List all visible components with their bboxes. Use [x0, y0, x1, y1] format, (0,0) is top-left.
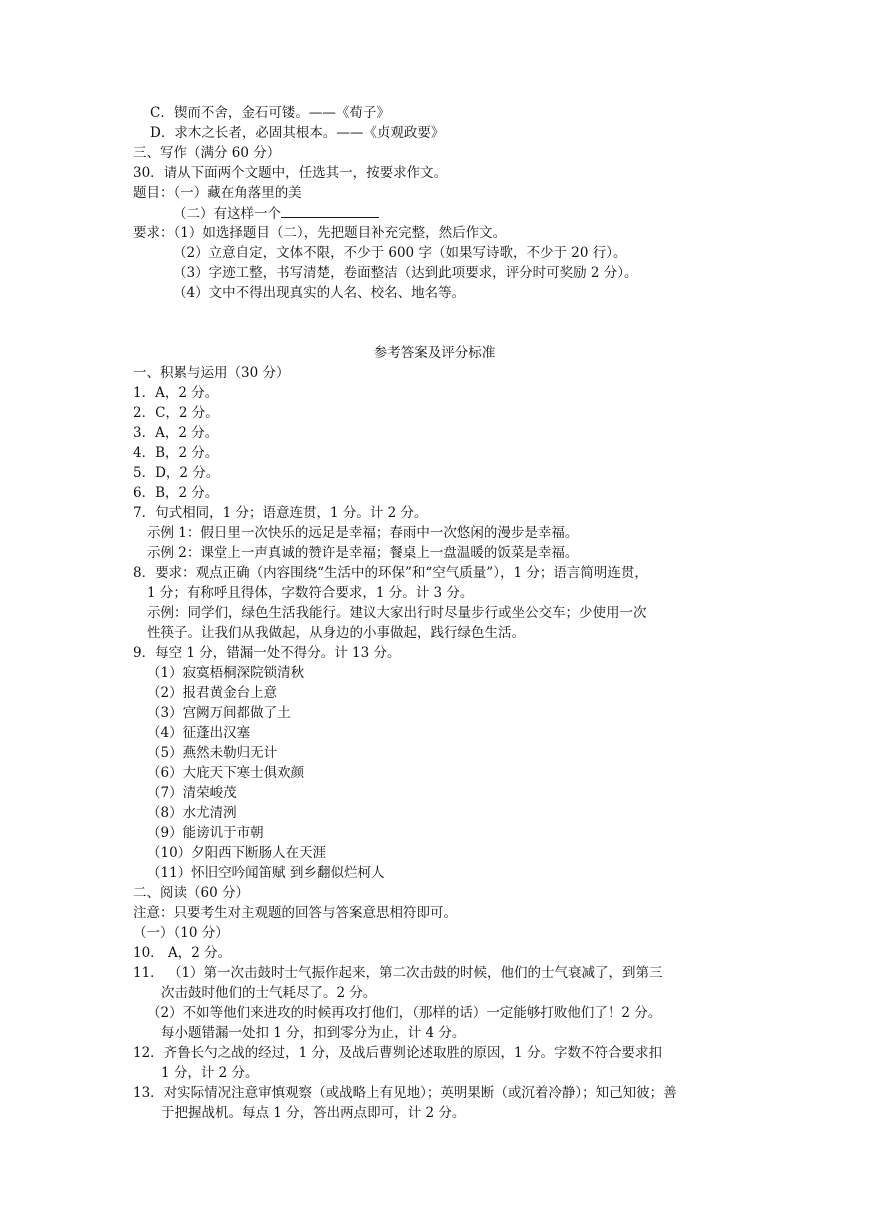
- answer-9-item: （7）清荣峻茂: [147, 785, 237, 801]
- option-d: D．求木之长者，必固其根本。——《贞观政要》: [150, 125, 445, 141]
- answer-9-item: （3）宫阙万间都做了土: [147, 705, 291, 721]
- answer-7-example-1: 示例 1：假日里一次快乐的远足是幸福；春雨中一次悠闲的漫步是幸福。: [147, 525, 579, 541]
- answer-11-line-1: 11． （1）第一次击鼓时士气振作起来，第二次击鼓的时候，他们的士气衰减了，到第三: [133, 965, 663, 981]
- answer-9-item: （8）水尤清洌: [147, 805, 237, 821]
- answer-11-line-3: （2）不如等他们来进攻的时候再攻打他们，（那样的话）一定能够打败他们了！2 分。: [147, 1005, 662, 1021]
- note: 注意：只要考生对主观题的回答与答案意思相符即可。: [133, 905, 457, 921]
- answer-9-item: （6）大庇天下寒士俱欢颜: [147, 765, 305, 781]
- answer-9-item: （11）怀旧空吟闻笛赋 到乡翻似烂柯人: [147, 865, 385, 881]
- section-writing-heading: 三、写作（满分 60 分）: [133, 145, 281, 161]
- answer-8-line-1: 8．要求：观点正确（内容围绕“生活中的环保”和“空气质量”），1 分；语言简明连贯，: [133, 565, 648, 581]
- section-1-heading: 一、积累与运用（30 分）: [133, 365, 290, 381]
- answer-12-line-1: 12．齐鲁长勺之战的经过，1 分，及战后曹刿论述取胜的原因，1 分。字数不符合要求扣: [133, 1045, 662, 1061]
- requirement-3: （3）字迹工整，书写清楚，卷面整洁（达到此项要求，评分时可奖励 2 分）。: [173, 265, 638, 281]
- question-30: 30．请从下面两个文题中，任选其一，按要求作文。: [133, 165, 448, 181]
- answer-9-item: （2）报君黄金台上意: [147, 685, 278, 701]
- requirement-4: （4）文中不得出现真实的人名、校名、地名等。: [173, 285, 466, 301]
- answer-7-example-2: 示例 2：课堂上一声真诚的赞许是幸福；餐桌上一盘温暖的饭菜是幸福。: [147, 545, 579, 561]
- answer-10: 10． A，2 分。: [133, 945, 232, 961]
- answer-2: 2．C，2 分。: [133, 405, 219, 421]
- requirement-1: 要求：（1）如选择题目（二），先把题目补充完整，然后作文。: [133, 225, 507, 241]
- answer-3: 3．A，2 分。: [133, 425, 219, 441]
- answer-9-item: （10）夕阳西下断肠人在天涯: [147, 845, 327, 861]
- option-c: C．锲而不舍，金石可镂。——《荀子》: [150, 105, 390, 121]
- topic-two-label: （二）有这样一个: [173, 206, 281, 222]
- answer-5: 5．D，2 分。: [133, 465, 220, 481]
- answer-1: 1．A，2 分。: [133, 385, 219, 401]
- answer-8-line-4: 性筷子。让我们从我做起，从身边的小事做起，践行绿色生活。: [147, 625, 525, 641]
- topic-two-blank-line: [281, 203, 379, 218]
- answer-8-line-2: 1 分；有称呼且得体，字数符合要求，1 分。计 3 分。: [147, 585, 474, 601]
- answer-4: 4．B，2 分。: [133, 445, 219, 461]
- answer-12-line-2: 1 分，计 2 分。: [161, 1065, 259, 1081]
- part-1-heading: （一）（10 分）: [133, 925, 229, 941]
- answer-13-line-2: 于把握战机。每点 1 分，答出两点即可，计 2 分。: [161, 1105, 466, 1121]
- answer-8-line-3: 示例：同学们，绿色生活我能行。建议大家出行时尽量步行或坐公交车；少使用一次: [147, 605, 647, 621]
- answer-11-line-4: 每小题错漏一处扣 1 分，扣到零分为止，计 4 分。: [161, 1025, 466, 1041]
- topic-two: [173, 203, 379, 224]
- answer-7: 7．句式相同，1 分；语意连贯，1 分。计 2 分。: [133, 505, 428, 521]
- section-2-heading: 二、阅读（60 分）: [133, 885, 249, 901]
- answer-9-item: （4）征蓬出汉塞: [147, 725, 251, 741]
- answer-6: 6．B，2 分。: [133, 485, 219, 501]
- answer-11-line-2: 次击鼓时他们的士气耗尽了。2 分。: [161, 985, 377, 1001]
- answer-9-item: （1）寂寞梧桐深院锁清秋: [147, 665, 305, 681]
- answer-9-item: （9）能谤讥于市朝: [147, 825, 264, 841]
- answer-13-line-1: 13．对实际情况注意审慎观察（或战略上有见地）；英明果断（或沉着冷静）；知己知彼；善: [133, 1085, 677, 1101]
- answer-9-item: （5）燕然未勒归无计: [147, 745, 278, 761]
- answers-title: 参考答案及评分标准: [373, 345, 496, 361]
- topic-one: 题目：（一）藏在角落里的美: [133, 185, 302, 201]
- requirement-2: （2）立意自定，文体不限，不少于 600 字（如果写诗歌，不少于 20 行）。: [173, 245, 627, 261]
- answer-9: 9．每空 1 分，错漏一处不得分。计 13 分。: [133, 645, 401, 661]
